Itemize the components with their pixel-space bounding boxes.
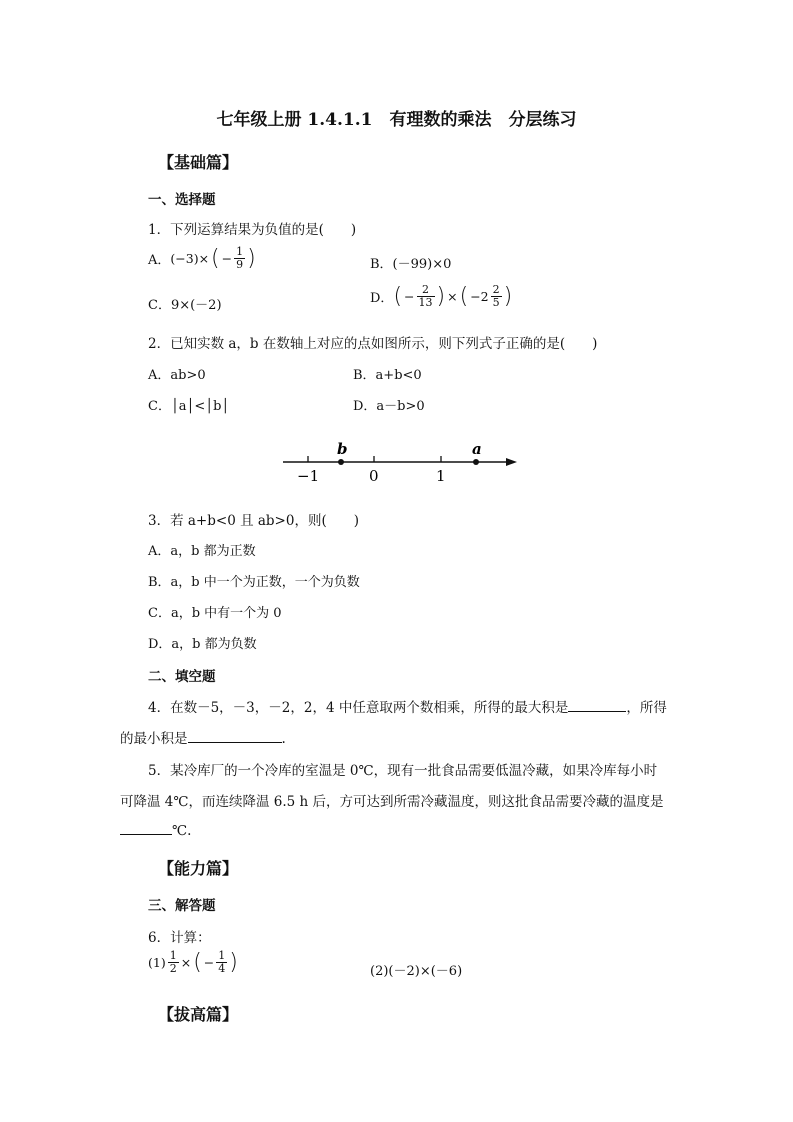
q3-option-a: A．a，b 都为正数 [148, 544, 256, 559]
right-paren: ) [229, 949, 238, 975]
arrow-icon [506, 458, 517, 466]
q6-p1-times: × [180, 955, 192, 971]
subsection-fill: 二、填空题 [148, 669, 216, 685]
q6-part1 [148, 950, 238, 975]
q4-line1-text: 4．在数－5，－3，－2，2，4 中任意取两个数相乘，所得的最大积是 [148, 700, 569, 716]
q4-line2 [120, 727, 286, 747]
q6-p1-fraction1 [168, 950, 179, 975]
tick-label-0: 0 [369, 467, 379, 485]
q1-option-b: B．(－99)×0 [370, 257, 452, 272]
label-b: b [337, 440, 348, 458]
tick-label-1: 1 [436, 467, 446, 485]
point-a [473, 459, 479, 465]
q6-stem: 6．计算： [148, 930, 211, 946]
q6-p1-sign: − [203, 955, 215, 971]
q1-d-expression [393, 284, 512, 309]
q1-d-den2: 5 [492, 296, 500, 310]
q1-d-sign1: − [404, 289, 415, 305]
q5-line1: 5．某冷库厂的一个冷库的室温是 0℃，现有一批食品需要低温冷藏，如果冷库每小时 [148, 763, 658, 779]
q1-a-pre: (−3)× [170, 251, 210, 267]
q5-line2: 可降温 4℃，而连续降温 6.5 h 后，方可达到所需冷藏温度，则这批食品需要冷藏的温度是 [120, 794, 664, 810]
q5-blank[interactable] [120, 821, 172, 835]
section-basic: 【基础篇】 [158, 153, 239, 172]
q5-line3 [120, 821, 191, 839]
q6-part1-expression [148, 950, 238, 975]
q2-option-b: B．a+b<0 [353, 368, 422, 383]
q1-a-label: A． [148, 253, 171, 269]
number-line-figure [275, 435, 525, 490]
q6-p1-num2: 1 [218, 949, 226, 962]
q6-p1-den2: 4 [218, 962, 226, 976]
q1-d-den1: 13 [418, 296, 433, 310]
point-b [338, 459, 344, 465]
q2-option-c: C．│a│<│b│ [148, 399, 230, 414]
q1-a-num: 1 [236, 245, 244, 258]
right-paren: ) [436, 283, 446, 309]
left-paren: ( [211, 245, 220, 271]
q6-p1-fraction2 [216, 950, 227, 975]
q1-d-int2: −2 [470, 289, 489, 305]
left-paren: ( [459, 283, 469, 309]
q1-a-expression [170, 246, 255, 271]
q2-option-a: A．ab>0 [148, 368, 206, 383]
left-paren: ( [193, 949, 202, 975]
subsection-choice: 一、选择题 [148, 192, 216, 208]
page-title: 七年级上册 1.4.1.1 有理数的乘法 分层练习 [216, 110, 577, 130]
left-paren: ( [393, 283, 403, 309]
q6-part2: (2)(－2)×(－6) [370, 964, 463, 979]
q1-d-fraction1 [417, 284, 435, 309]
q5-line3-post: ℃. [172, 823, 192, 839]
q3-option-c: C．a，b 中有一个为 0 [148, 606, 282, 621]
q6-p1-num1: 1 [169, 949, 177, 962]
q6-p1-label: (1) [148, 955, 166, 971]
q3-stem: 3．若 a+b<0 且 ab>0，则( ) [148, 513, 359, 529]
q6-p1-den1: 2 [169, 962, 177, 976]
section-advanced: 【拔高篇】 [158, 1005, 239, 1024]
right-paren: ) [247, 245, 256, 271]
q4-line1-post: ，所得 [626, 700, 667, 716]
q4-line2-post: . [281, 731, 286, 747]
label-a: a [472, 440, 482, 458]
q1-a-fraction [234, 246, 245, 271]
q1-d-num2: 2 [492, 283, 500, 296]
q3-option-b: B．a，b 中一个为正数，一个为负数 [148, 575, 360, 590]
q1-d-fraction2 [491, 284, 502, 309]
right-paren: ) [503, 283, 513, 309]
subsection-solve: 三、解答题 [148, 898, 216, 914]
q1-option-d [370, 284, 512, 309]
tick-label-neg1: −1 [297, 467, 320, 485]
q1-a-sign: − [221, 251, 233, 267]
q1-d-times: × [447, 289, 458, 305]
q1-d-label: D． [370, 291, 394, 307]
q2-stem: 2．已知实数 a，b 在数轴上对应的点如图所示，则下列式子正确的是( ) [148, 336, 598, 352]
q1-a-den: 9 [236, 258, 244, 272]
q1-stem: 1．下列运算结果为负值的是( ) [148, 222, 357, 238]
q4-blank-max[interactable] [568, 698, 626, 712]
q4-line1 [148, 696, 667, 716]
q1-d-num1: 2 [417, 284, 435, 297]
section-ability: 【能力篇】 [158, 859, 239, 878]
q2-option-d: D．a－b>0 [353, 399, 425, 414]
q1-option-a [148, 246, 256, 271]
q4-blank-min[interactable] [188, 729, 282, 743]
q1-option-c: C．9×(－2) [148, 298, 222, 313]
q3-option-d: D．a，b 都为负数 [148, 637, 257, 652]
q4-line2-text: 的最小积是 [120, 731, 188, 747]
